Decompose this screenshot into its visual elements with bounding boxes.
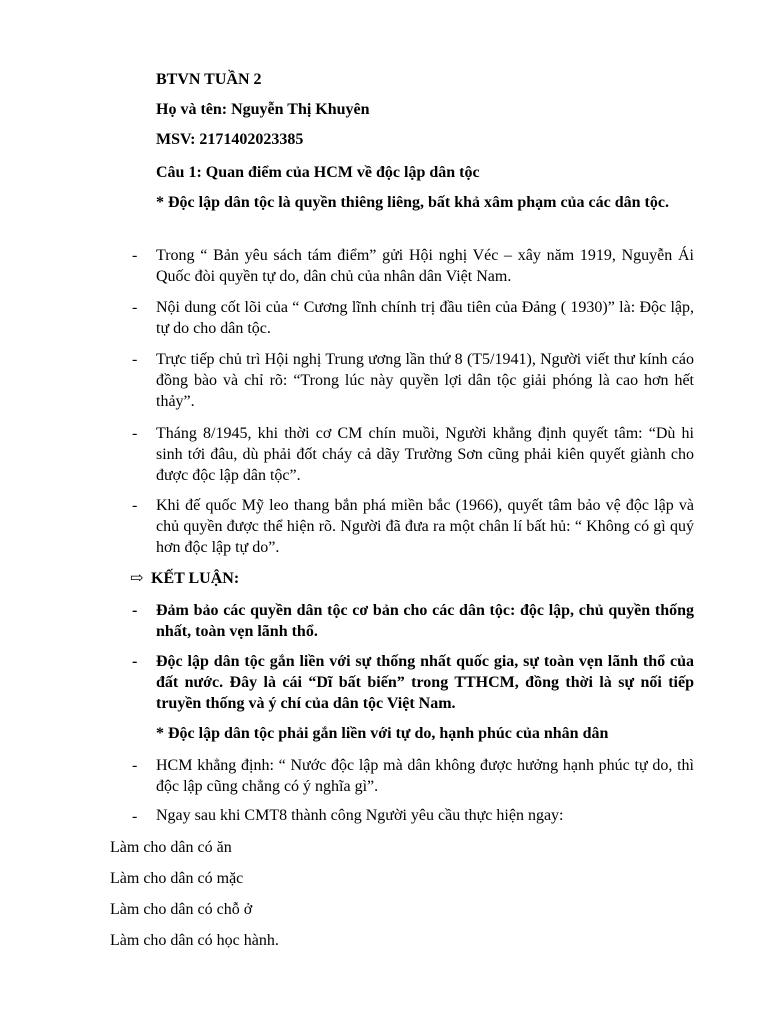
conclusion-heading: KẾT LUẬN: (151, 570, 240, 587)
right-arrow-icon: ⇨ (130, 570, 144, 587)
bullet-dash: - (132, 425, 138, 442)
list-item: Trong “ Bản yêu sách tám điểm” gửi Hội nghị Véc – xây năm 1919, Nguyễn Ái Quốc đòi quyền tự do, dân chủ của nhân dân Việt Nam. (156, 247, 694, 285)
list-item: Nội dung cốt lõi của “ Cương lĩnh chính trị đầu tiên của Đảng ( 1930)” là: Độc lập, tự do cho dân tộc. (156, 299, 694, 337)
list-item: Trực tiếp chủ trì Hội nghị Trung ương lần thứ 8 (T5/1941), Người viết thư kính cáo đồng bào và chỉ rõ: “Trong lúc này quyền lợi dân tộc giải phóng là cao hơn hết thảy”. (156, 351, 694, 410)
document-title: BTVN TUẦN 2 (156, 71, 262, 88)
list-item: Ngay sau khi CMT8 thành công Người yêu cầu thực hiện ngay: (156, 807, 564, 824)
list-item: Khi đế quốc Mỹ leo thang bắn phá miền bắc (1966), quyết tâm bảo vệ độc lập và chủ quyền được thể hiện rõ. Người đã đưa ra một chân lí bất hủ: “ Không có gì quý hơn độc lập tự do”. (156, 497, 694, 556)
bullet-dash: - (132, 351, 138, 368)
bullet-dash: - (132, 808, 138, 825)
bullet-dash: - (132, 247, 138, 264)
bullet-dash: - (132, 602, 138, 619)
bullet-dash: - (132, 757, 138, 774)
student-name: Họ và tên: Nguyễn Thị Khuyên (156, 101, 370, 118)
task-line: Làm cho dân có học hành. (110, 932, 279, 949)
student-id: MSV: 2171402023385 (156, 131, 304, 148)
list-item: Độc lập dân tộc gắn liền với sự thống nhất quốc gia, sự toàn vẹn lãnh thổ của đất nước. Đây là cái “Dĩ bất biến” trong TTHCM, đồng thời là sự nối tiếp truyền thống và ý chí của dân tộc Việt Nam. (156, 653, 694, 712)
section1-heading: * Độc lập dân tộc là quyền thiêng liêng, bất khả xâm phạm của các dân tộc. (156, 194, 669, 211)
bullet-dash: - (132, 653, 138, 670)
bullet-dash: - (132, 497, 138, 514)
bullet-dash: - (132, 299, 138, 316)
task-line: Làm cho dân có ăn (110, 839, 232, 856)
list-item: Tháng 8/1945, khi thời cơ CM chín muồi, Người khẳng định quyết tâm: “Dù hi sinh tới đâu, dù phải đốt cháy cả dãy Trường Sơn cũng phải kiên quyết giành cho được độc lập dân tộc”. (156, 425, 694, 484)
task-line: Làm cho dân có mặc (110, 870, 244, 887)
section2-heading: * Độc lập dân tộc phải gắn liền với tự do, hạnh phúc của nhân dân (156, 725, 609, 742)
list-item: Đảm bảo các quyền dân tộc cơ bản cho các dân tộc: độc lập, chủ quyền thống nhất, toàn vẹn lãnh thổ. (156, 602, 694, 640)
task-line: Làm cho dân có chỗ ở (110, 901, 253, 918)
list-item: HCM khẳng định: “ Nước độc lập mà dân không được hưởng hạnh phúc tự do, thì độc lập cũng chẳng có ý nghĩa gì”. (156, 757, 694, 795)
question-heading: Câu 1: Quan điểm của HCM về độc lập dân tộc (156, 164, 480, 181)
